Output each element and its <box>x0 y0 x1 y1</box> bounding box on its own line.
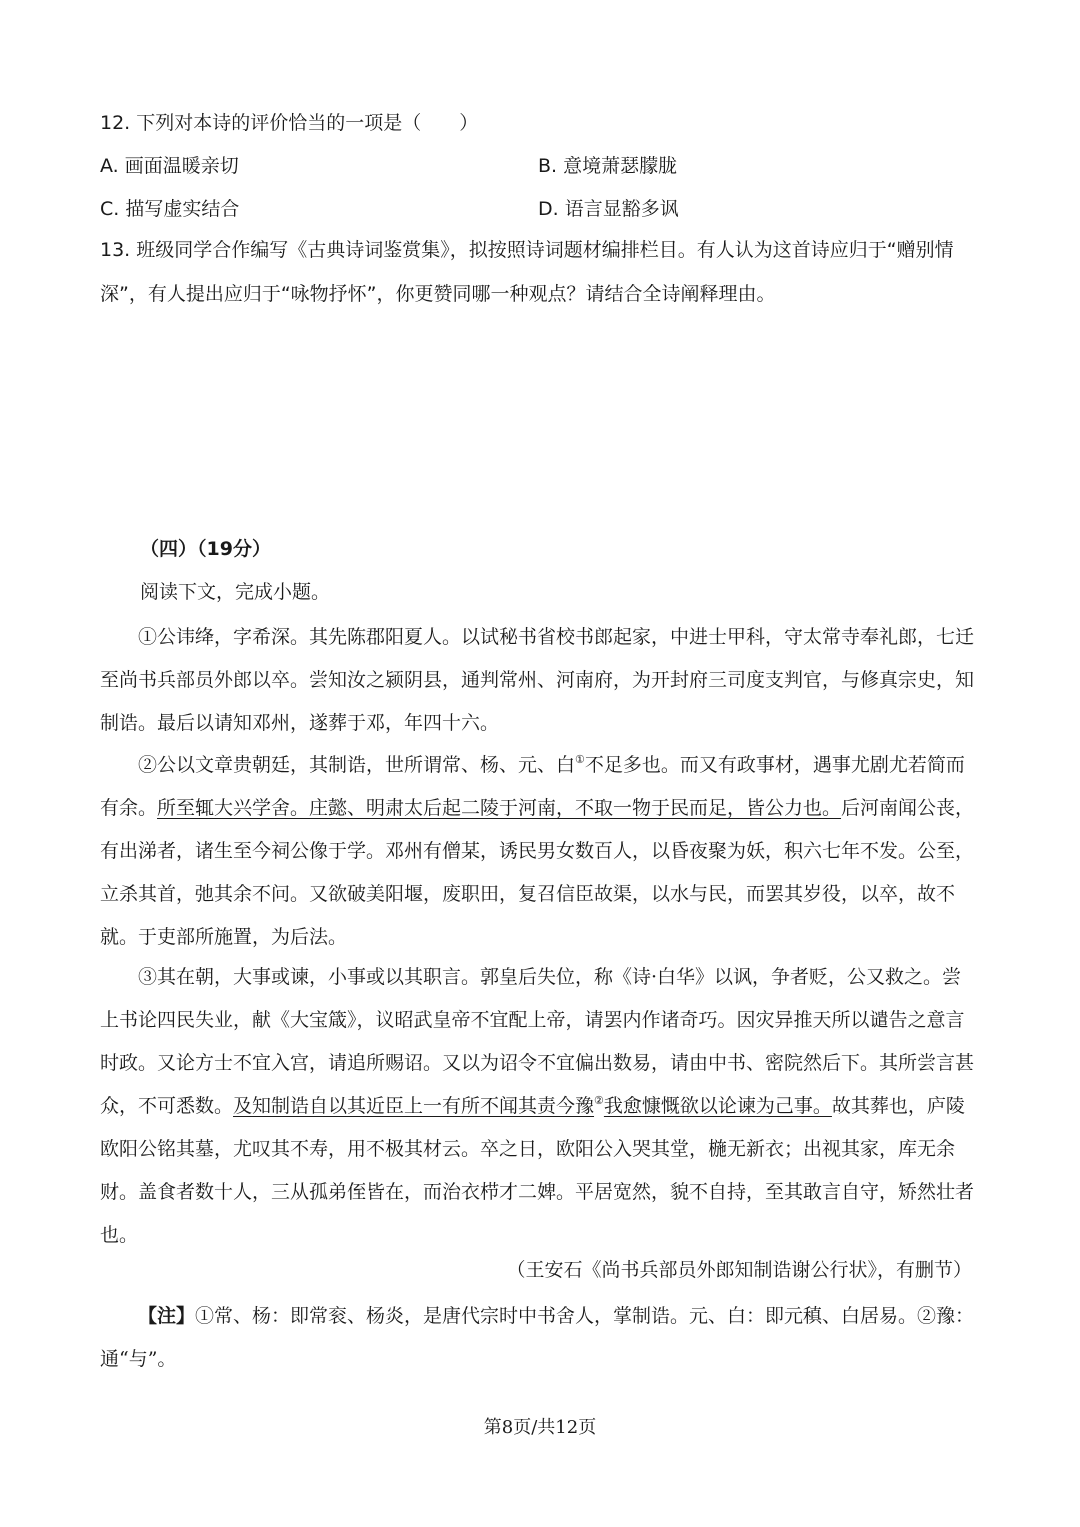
notes-line-1 <box>100 1301 974 1344</box>
paragraph-3 <box>100 962 974 1263</box>
q12-option-a: A. 画面温暖亲切 <box>100 155 239 177</box>
p1-line-2: 至尚书兵部员外郎以卒。尝知汝之颍阴县，通判常州、河南府，为开封府三司度支判官，与修真宗史，知 <box>100 669 975 691</box>
underlined-sentence-2-part-2: 我愈慷慨欲以论谏为己事。 <box>603 1095 832 1117</box>
p2-line-2 <box>100 793 974 836</box>
p3-line-7: 也。 <box>100 1224 139 1246</box>
p2-line-3: 有出涕者，诸生至今祠公像于学。邓州有僧某，诱民男女数百人，以昏夜聚为妖，积六七年不发。公至， <box>100 840 975 862</box>
q12-stem: 12. 下列对本诗的评价恰当的一项是（ ） <box>100 112 479 134</box>
p3-line-5: 欧阳公铭其墓，尤叹其不寿，用不极其材云。卒之日，欧阳公入哭其堂，椸无新衣；出视其家，库无余 <box>100 1138 956 1160</box>
underlined-sentence-2-part-1: 及知制诰自以其近臣上一有所不闻其责今豫 <box>233 1095 595 1117</box>
p3-line-6: 财。盖食者数十人，三从孤弟侄皆在，而治衣栉才二婢。平居宽然，貌不自持，至其敢言自守，矫然壮者 <box>100 1181 975 1203</box>
paragraph-2 <box>100 750 974 965</box>
p2-line-1 <box>100 750 974 793</box>
p1-line-1: ①公讳绛，字希深。其先陈郡阳夏人。以试秘书省校书郎起家，中进士甲科，守太常寺奉礼郎，七迁 <box>138 626 975 648</box>
p2-line-1-text-a: ②公以文章贵朝廷，其制诰，世所谓常、杨、元、白 <box>138 754 576 776</box>
notes-label: 【注】 <box>138 1305 196 1327</box>
p2-line-2-text-b: 后河南闻公丧， <box>841 797 975 819</box>
q12-option-d: D. 语言显豁多讽 <box>538 198 679 220</box>
p3-line-4-text-b: 故其葬也，庐陵 <box>831 1095 965 1117</box>
q13-line-2: 深”，有人提出应归于“咏物抒怀”，你更赞同哪一种观点？请结合全诗阐释理由。 <box>100 283 776 305</box>
p3-line-3: 时政。又论方士不宜入宫，请追所赐诏。又以为诏令不宜偏出数易，请由中书、密院然后下。其所尝言甚 <box>100 1052 975 1074</box>
p1-line-3: 制诰。最后以请知邓州，遂葬于邓，年四十六。 <box>100 712 500 734</box>
notes-line-1-text: ①常、杨：即常衮、杨炎，是唐代宗时中书舍人，掌制诰。元、白：即元稹、白居易。②豫： <box>195 1305 975 1327</box>
p3-line-2: 上书论四民失业，献《大宝箴》，议昭武皇帝不宜配上帝，请罢内作诸奇巧。因灾异推天所以谴告之意言 <box>100 1009 965 1031</box>
p2-line-1-text-b: 不足多也。而又有政事材，遇事尤剧尤若简而 <box>584 754 965 776</box>
underlined-sentence-1: 所至辄大兴学舍。庄懿、明肃太后起二陵于河南，不取一物于民而足，皆公力也。 <box>157 797 842 819</box>
source-citation: （王安石《尚书兵部员外郎知制诰谢公行状》，有删节） <box>506 1259 972 1281</box>
section-title: （四）（19分） <box>140 538 271 560</box>
p3-line-4-text-a: 众，不可悉数。 <box>100 1095 234 1117</box>
paragraph-1 <box>100 622 974 751</box>
p2-line-4: 立杀其首，弛其余不问。又欲破美阳堰，废职田，复召信臣故渠，以水与民，而罢其岁役，以卒，故不 <box>100 883 956 905</box>
notes <box>100 1301 974 1387</box>
p2-line-5: 就。于吏部所施置，为后法。 <box>100 926 348 948</box>
section-instruction: 阅读下文，完成小题。 <box>140 581 331 603</box>
q13-line-1: 13. 班级同学合作编写《古典诗词鉴赏集》，拟按照诗词题材编排栏目。有人认为这首诗应归于“赠别情 <box>100 239 954 261</box>
q12-option-c: C. 描写虚实结合 <box>100 198 240 220</box>
page-number: 第8页/共12页 <box>483 1417 597 1438</box>
footnote-marker-1: ① <box>575 753 585 766</box>
footnote-marker-2: ② <box>594 1094 604 1107</box>
p2-line-2-text-a: 有余。 <box>100 797 158 819</box>
notes-line-2: 通“与”。 <box>100 1348 177 1370</box>
p3-line-1: ③其在朝，大事或谏，小事或以其职言。郭皇后失位，称《诗·白华》以讽，争者贬，公又救之。尝 <box>138 966 962 988</box>
p3-line-4 <box>100 1091 974 1134</box>
q12-option-b: B. 意境萧瑟朦胧 <box>538 155 678 177</box>
